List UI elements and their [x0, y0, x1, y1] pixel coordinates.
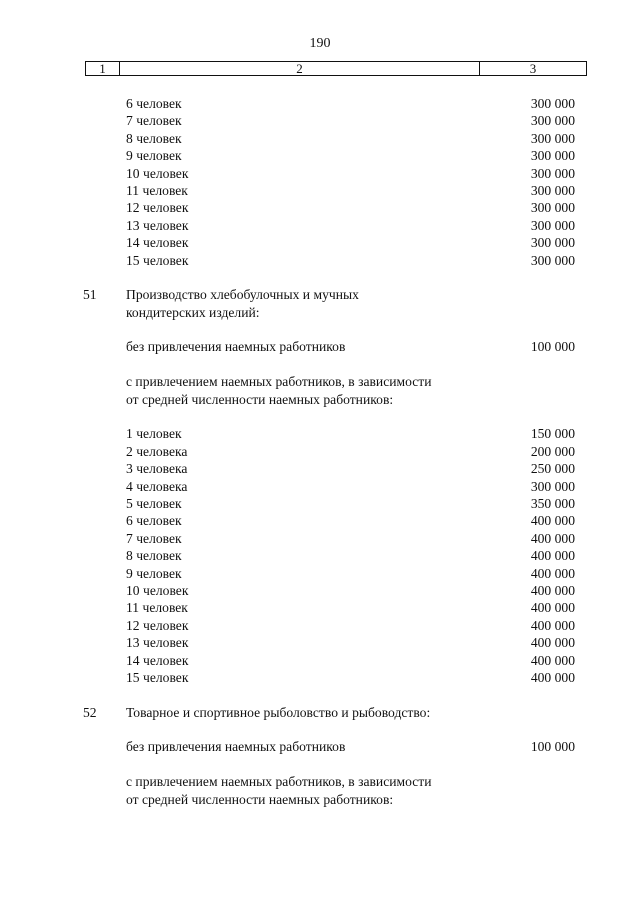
row-text: Товарное и спортивное рыболовство и рыбоводство:: [126, 704, 431, 720]
table-row: [0, 530, 640, 547]
row-text: 11 человек: [126, 600, 188, 616]
row-text: 2 человека: [126, 443, 188, 459]
header-col-3: 3: [529, 61, 537, 76]
row-text: 15 человек: [126, 252, 189, 268]
table-row: [0, 617, 640, 634]
table-row: [0, 634, 640, 651]
row-value: 400 000: [530, 600, 575, 616]
row-number: 51: [83, 287, 97, 303]
row-value: 400 000: [530, 530, 575, 546]
row-value: 300 000: [530, 113, 575, 129]
table-row: [0, 652, 640, 669]
row-text: 6 человек: [126, 513, 182, 529]
row-value: 300 000: [530, 478, 575, 494]
row-text: 14 человек: [126, 235, 189, 251]
row-text: 13 человек: [126, 635, 189, 651]
table-row: [0, 738, 640, 755]
row-text: 6 человек: [126, 96, 182, 111]
header-col-1: 1: [86, 62, 120, 75]
row-text: кондитерских изделий:: [126, 304, 260, 320]
table-row: [0, 130, 640, 147]
row-text: Производство хлебобулочных и мучных: [126, 287, 359, 303]
row-value: 300 000: [530, 200, 575, 216]
table-row: [0, 199, 640, 216]
row-spacer: [0, 721, 640, 738]
table-row: [0, 304, 640, 321]
row-text: с привлечением наемных работников, в зависимости: [126, 774, 432, 790]
table-row: [0, 704, 640, 721]
row-text: 13 человек: [126, 217, 189, 233]
table-row: [0, 147, 640, 164]
row-text: 10 человек: [126, 582, 189, 598]
row-text: 4 человека: [126, 478, 188, 494]
table-row: [0, 565, 640, 582]
table-row: [0, 773, 640, 790]
table-row: [0, 791, 640, 808]
row-text: 11 человек: [126, 182, 188, 198]
table-row: [0, 286, 640, 303]
table-row: [0, 112, 640, 129]
table-row: [0, 252, 640, 269]
row-value: 100 000: [530, 739, 575, 755]
table-row: [0, 338, 640, 355]
table-row: [0, 460, 640, 477]
row-value: 400 000: [530, 513, 575, 529]
row-text: 8 человек: [126, 548, 182, 564]
row-number: 52: [83, 704, 97, 720]
row-value: 300 000: [530, 96, 575, 111]
row-text: от средней численности наемных работников:: [126, 791, 394, 807]
row-text: 7 человек: [126, 530, 182, 546]
row-text: 15 человек: [126, 669, 189, 685]
row-value: 300 000: [530, 182, 575, 198]
row-value: 400 000: [530, 669, 575, 685]
row-value: 150 000: [530, 426, 575, 442]
row-text: без привлечения наемных работников: [126, 739, 346, 755]
header-col-2: 2: [120, 62, 480, 75]
row-value: 400 000: [530, 582, 575, 598]
table-row: [0, 512, 640, 529]
row-value: 400 000: [530, 652, 575, 668]
row-text: 7 человек: [126, 113, 182, 129]
row-text: 1 человек: [126, 426, 182, 442]
row-spacer: [0, 408, 640, 425]
row-value: 300 000: [530, 217, 575, 233]
row-text: 10 человек: [126, 165, 189, 181]
row-text: 9 человек: [126, 148, 182, 164]
row-value: 300 000: [530, 148, 575, 164]
row-value: 100 000: [530, 339, 575, 355]
table-row: [0, 478, 640, 495]
row-text: 14 человек: [126, 652, 189, 668]
row-value: 300 000: [530, 165, 575, 181]
page-number: 190: [309, 36, 331, 51]
table-body: [0, 95, 640, 808]
row-text: от средней численности наемных работников:: [126, 391, 394, 407]
row-value: 200 000: [530, 443, 575, 459]
table-row: [0, 165, 640, 182]
row-text: 3 человека: [126, 461, 188, 477]
row-text: 12 человек: [126, 200, 189, 216]
row-value: 400 000: [530, 548, 575, 564]
row-value: 300 000: [530, 130, 575, 146]
row-value: 250 000: [530, 461, 575, 477]
row-spacer: [0, 356, 640, 373]
table-row: [0, 425, 640, 442]
table-row: [0, 495, 640, 512]
table-header: [85, 61, 587, 76]
row-text: 8 человек: [126, 130, 182, 146]
row-value: 350 000: [530, 495, 575, 511]
table-row: [0, 547, 640, 564]
row-spacer: [0, 269, 640, 286]
row-text: без привлечения наемных работников: [126, 339, 346, 355]
row-text: с привлечением наемных работников, в зависимости: [126, 374, 432, 390]
row-spacer: [0, 686, 640, 703]
row-value: 300 000: [530, 235, 575, 251]
table-row: [0, 95, 640, 112]
row-value: 300 000: [530, 252, 575, 268]
row-spacer: [0, 321, 640, 338]
row-value: 400 000: [530, 565, 575, 581]
table-row: [0, 373, 640, 390]
row-text: 9 человек: [126, 565, 182, 581]
table-row: [0, 391, 640, 408]
table-row: [0, 217, 640, 234]
table-row: [0, 234, 640, 251]
row-spacer: [0, 756, 640, 773]
table-row: [0, 182, 640, 199]
row-value: 400 000: [530, 635, 575, 651]
row-text: 12 человек: [126, 617, 189, 633]
table-row: [0, 599, 640, 616]
table-row: [0, 669, 640, 686]
row-value: 400 000: [530, 617, 575, 633]
table-row: [0, 582, 640, 599]
table-row: [0, 443, 640, 460]
row-text: 5 человек: [126, 495, 182, 511]
